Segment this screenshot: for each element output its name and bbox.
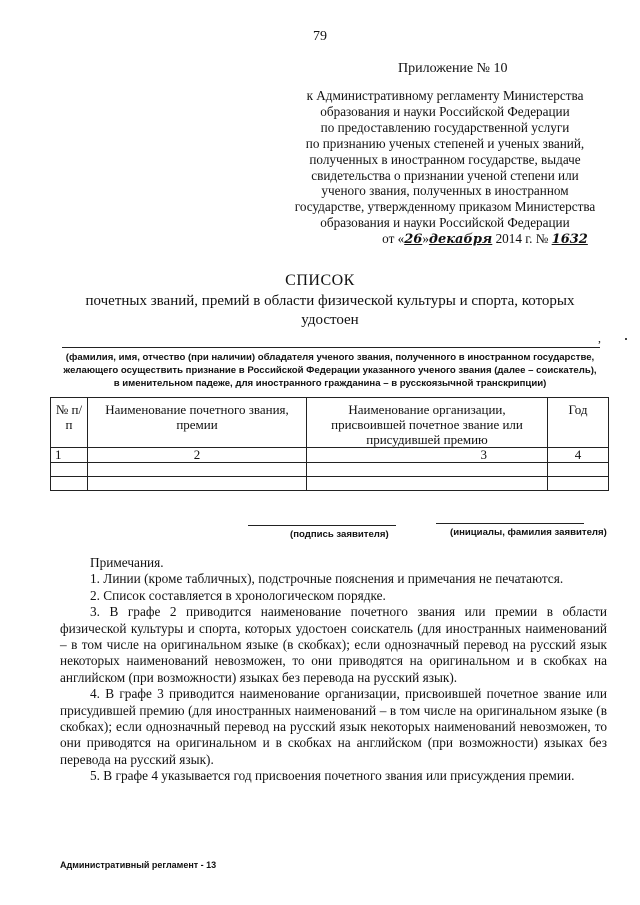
annex-reference: [280, 88, 610, 248]
signature-line: [248, 525, 396, 526]
note-item: 1. Линии (кроме табличных), подстрочные пояснения и примечания не печатаются.: [90, 571, 564, 587]
annex-ref-line: образования и науки Российской Федерации: [320, 103, 570, 119]
table-cell: [51, 477, 88, 491]
awards-table: [50, 397, 609, 491]
note-item: 3. В графе 2 приводится наименование почетного звания или премии в области физической культуры и спорта, которых удостоен соискатель (для иностранных наименований – в том числе на оригинальном языке (в скобках); если однозначный перевод на русский язык некоторых наименований невозможен, то они приводятся на оригинальном и в скобках на английском (при возможности) языках без перевода на русский язык).: [60, 604, 607, 685]
page-number: 79: [313, 29, 327, 44]
index-cell: 3: [307, 448, 548, 463]
table-cell: [548, 477, 609, 491]
annex-ref-line: государстве, утвержденному приказом Министерства: [294, 199, 596, 215]
table-cell: [88, 463, 307, 477]
annex-ref-line: свидетельства о признании ученой степени или: [311, 167, 579, 183]
document-subtitle: почетных званий, премий в области физической культуры и спорта, которых удостоен: [85, 293, 575, 328]
index-cell: 1: [51, 448, 88, 463]
date-year: 2014 г. №: [492, 231, 552, 247]
header-organization: Наименование организации, присвоившей почетное звание или присудившей премию: [307, 398, 548, 448]
signature-label: (подпись заявителя): [290, 529, 389, 540]
order-date-line: [280, 231, 610, 248]
date-mid: »: [422, 231, 429, 247]
applicant-comma: ,: [598, 331, 601, 345]
index-cell: 2: [88, 448, 307, 463]
header-number: № п/п: [51, 398, 88, 448]
table-row: [51, 463, 609, 477]
scan-mark: [625, 338, 627, 340]
applicant-hint: [60, 351, 600, 390]
applicant-hint-line: (фамилия, имя, отчество (при наличии) обладателя ученого звания, полученного в иностранном государстве,: [65, 352, 595, 363]
annex-ref-line: образования и науки Российской Федерации: [320, 215, 570, 231]
notes-heading: Примечания.: [90, 555, 164, 570]
table-cell: [88, 477, 307, 491]
date-prefix: от «: [382, 231, 405, 247]
table-header-row: [51, 398, 609, 448]
applicant-hint-line: желающего осуществить признание в Российской Федерации указанного ученого звания (далее – соискатель),: [63, 365, 597, 376]
annex-ref-line: по предоставлению государственной услуги: [320, 119, 570, 135]
initials-label: (инициалы, фамилия заявителя): [450, 527, 607, 538]
note-item: 2. Список составляется в хронологическом порядке.: [90, 587, 386, 603]
notes-section: [60, 555, 607, 785]
applicant-name-line: [62, 347, 600, 348]
index-cell: 4: [548, 448, 609, 463]
table-cell: [307, 477, 548, 491]
document-title: СПИСОК: [285, 272, 355, 289]
table-index-row: [51, 448, 609, 463]
annex-ref-line: полученных в иностранном государстве, выдаче: [309, 151, 581, 167]
header-award-name: Наименование почетного звания, премии: [88, 398, 307, 448]
annex-ref-line: ученого звания, полученных в иностранном: [321, 183, 569, 199]
table-cell: [548, 463, 609, 477]
handwritten-day: 26: [404, 232, 423, 248]
annex-title: Приложение № 10: [398, 61, 508, 76]
handwritten-month: декабря: [428, 232, 493, 248]
handwritten-order-number: 1632: [551, 232, 588, 248]
table-row: [51, 477, 609, 491]
initials-line: [436, 523, 584, 524]
annex-ref-line: по признанию ученых степеней и ученых званий,: [305, 135, 585, 151]
note-item: 4. В графе 3 приводится наименование организации, присвоившей почетное звание или присудившей премию (для иностранных наименований – в том числе на оригинальном языке (в скобках); если однозначный перевод на русский язык некоторых наименований невозможен, то они приводятся на оригинальном и в скобках на английском (при возможности) языках без перевода на русский язык).: [60, 686, 607, 767]
header-year: Год: [548, 398, 609, 448]
applicant-hint-line: в именительном падеже, для иностранного гражданина – в русскоязычной транскрипции): [113, 378, 547, 389]
note-item: 5. В графе 4 указывается год присвоения почетного звания или присуждения премии.: [90, 768, 575, 784]
table-cell: [51, 463, 88, 477]
footer-label: Административный регламент - 13: [60, 860, 217, 870]
annex-ref-line: к Административному регламенту Министерства: [306, 88, 584, 103]
table-cell: [307, 463, 548, 477]
